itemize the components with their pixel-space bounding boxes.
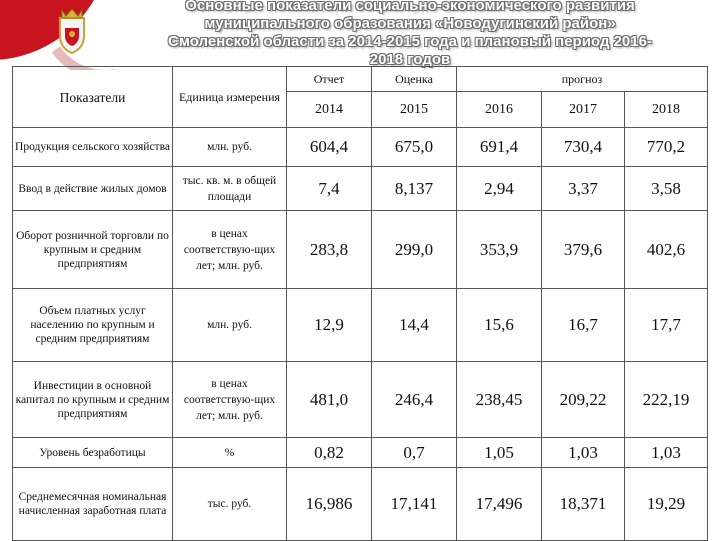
row-value: 15,6 [457, 289, 542, 362]
row-unit: млн. руб. [173, 128, 287, 167]
table-row [13, 468, 708, 541]
row-indicator: Уровень безработицы [13, 438, 173, 468]
table-row [13, 438, 708, 468]
row-value: 283,8 [287, 211, 372, 289]
row-value: 8,137 [372, 167, 457, 211]
row-unit: в ценах соответствую-щих лет; млн. руб. [173, 211, 287, 289]
header-year: 2014 [287, 92, 372, 128]
row-value: 14,4 [372, 289, 457, 362]
row-unit: в ценах соответствую-щих лет; млн. руб. [173, 362, 287, 438]
header-year: 2016 [457, 92, 542, 128]
row-value: 3,58 [625, 167, 708, 211]
table-row [13, 211, 708, 289]
header-estimate: Оценка [372, 67, 457, 92]
row-value: 238,45 [457, 362, 542, 438]
row-value: 222,19 [625, 362, 708, 438]
coat-of-arms-icon [52, 6, 92, 56]
title-line-2: муниципального образования «Новодугинский район» [204, 15, 616, 32]
corner-decoration [0, 0, 115, 70]
title-line-4: 2018 годов [369, 51, 451, 68]
row-value: 12,9 [287, 289, 372, 362]
row-unit: % [173, 438, 287, 468]
row-indicator: Объем платных услуг населению по крупным и средним предприятиям [13, 289, 173, 362]
row-indicator: Инвестиции в основной капитал по крупным и средним предприятиям [13, 362, 173, 438]
row-value: 481,0 [287, 362, 372, 438]
header-unit: Единица измерения [173, 67, 287, 128]
row-value: 691,4 [457, 128, 542, 167]
page-title [100, 0, 720, 69]
table-row [13, 289, 708, 362]
header-year: 2015 [372, 92, 457, 128]
row-indicator: Среднемесячная номинальная начисленная заработная плата [13, 468, 173, 541]
row-value: 402,6 [625, 211, 708, 289]
row-unit: тыс. кв. м. в общей площади [173, 167, 287, 211]
header-year: 2018 [625, 92, 708, 128]
row-value: 7,4 [287, 167, 372, 211]
row-value: 209,22 [542, 362, 625, 438]
row-value: 2,94 [457, 167, 542, 211]
table-row [13, 167, 708, 211]
row-value: 3,37 [542, 167, 625, 211]
row-value: 19,29 [625, 468, 708, 541]
table-row [13, 128, 708, 167]
header-report: Отчет [287, 67, 372, 92]
row-value: 675,0 [372, 128, 457, 167]
row-value: 0,7 [372, 438, 457, 468]
row-value: 17,7 [625, 289, 708, 362]
header-year: 2017 [542, 92, 625, 128]
title-line-1: Основные показатели социально-экономического развития [185, 0, 635, 14]
row-value: 16,7 [542, 289, 625, 362]
header-row-1 [13, 67, 708, 92]
table-row [13, 362, 708, 438]
row-value: 353,9 [457, 211, 542, 289]
row-value: 1,03 [542, 438, 625, 468]
row-value: 1,05 [457, 438, 542, 468]
row-value: 16,986 [287, 468, 372, 541]
row-value: 0,82 [287, 438, 372, 468]
row-unit: млн. руб. [173, 289, 287, 362]
row-indicator: Оборот розничной торговли по крупным и средним предприятиям [13, 211, 173, 289]
title-line-3: Смоленской области за 2014-2015 года и плановый период 2016- [168, 33, 652, 50]
indicators-table [12, 66, 708, 541]
row-value: 18,371 [542, 468, 625, 541]
row-unit: тыс. руб. [173, 468, 287, 541]
header-forecast: прогноз [457, 67, 708, 92]
header-indicator: Показатели [13, 67, 173, 128]
row-value: 1,03 [625, 438, 708, 468]
row-value: 17,141 [372, 468, 457, 541]
row-value: 299,0 [372, 211, 457, 289]
row-indicator: Ввод в действие жилых домов [13, 167, 173, 211]
row-value: 246,4 [372, 362, 457, 438]
row-indicator: Продукция сельского хозяйства [13, 128, 173, 167]
row-value: 604,4 [287, 128, 372, 167]
row-value: 730,4 [542, 128, 625, 167]
row-value: 379,6 [542, 211, 625, 289]
row-value: 770,2 [625, 128, 708, 167]
row-value: 17,496 [457, 468, 542, 541]
